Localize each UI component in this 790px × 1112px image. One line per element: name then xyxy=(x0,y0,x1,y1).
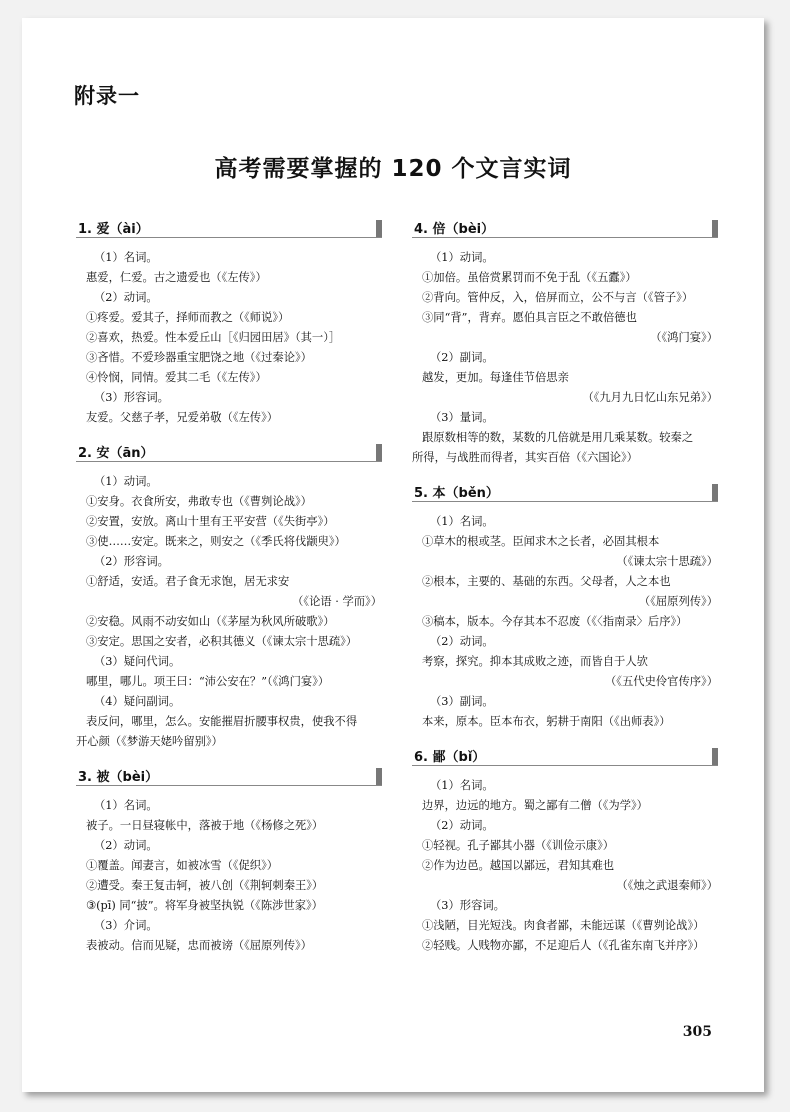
part-of-speech-label: （2）动词。 xyxy=(430,819,494,832)
page-number: 305 xyxy=(682,1024,712,1040)
part-of-speech-label: （2）动词。 xyxy=(430,635,494,648)
definition-line: ②轻贱。人贱物亦鄙，不足迎后人（《孔雀东南飞并序》） xyxy=(422,939,705,952)
definition-line: 边界，边远的地方。蜀之鄙有二僧（《为学》） xyxy=(422,799,648,812)
heading-marker xyxy=(376,768,382,785)
part-of-speech-label: （4）疑问副词。 xyxy=(94,695,181,708)
definition-line: 哪里，哪儿。项王曰：“沛公安在？”（《鸿门宴》） xyxy=(86,675,330,688)
definition-line: 越发，更加。每逢佳节倍思亲 xyxy=(422,371,569,384)
definition-line: 考察，探究。抑本其成败之迹，而皆自于人欤 xyxy=(422,655,648,668)
heading-marker xyxy=(712,220,718,237)
book-page xyxy=(22,18,764,1092)
definition-line: 友爱。父慈子孝，兄爱弟敬（《左传》） xyxy=(86,411,279,424)
definition-line: ③吝惜。不爱珍器重宝肥饶之地（《过秦论》） xyxy=(86,351,312,364)
source-citation: （《谏太宗十思疏》） xyxy=(616,555,718,568)
source-citation: （《论语 · 学而》） xyxy=(292,595,382,608)
definition-line: ①草木的根或茎。臣闻求木之长者，必固其根本 xyxy=(422,535,660,548)
definition-line: ①轻视。孔子鄙其小器（《训俭示康》） xyxy=(422,839,615,852)
heading-marker xyxy=(712,484,718,501)
definition-line: ③(pī) 同“披”。将军身被坚执锐（《陈涉世家》） xyxy=(86,899,323,912)
entry-heading xyxy=(76,218,382,238)
part-of-speech-label: （3）副词。 xyxy=(430,695,494,708)
dictionary-entry xyxy=(76,766,382,956)
source-citation: （《九月九日忆山东兄弟》） xyxy=(582,391,718,404)
dictionary-entry xyxy=(76,442,382,752)
entry-title: 5. 本（běn） xyxy=(414,486,499,501)
definition-line: ③安定。思国之安者，必积其德义（《谏太宗十思疏》） xyxy=(86,635,358,648)
entry-title: 4. 倍（bèi） xyxy=(414,222,495,237)
definition-continuation: 所得，与战胜而得者，其实百倍（《六国论》） xyxy=(412,451,638,464)
source-citation: （《烛之武退秦师》） xyxy=(616,879,718,892)
part-of-speech-label: （1）名词。 xyxy=(94,251,158,264)
part-of-speech-label: （1）动词。 xyxy=(94,475,158,488)
definition-line: ①浅陋，目光短浅。肉食者鄙，未能远谋（《曹刿论战》） xyxy=(422,919,705,932)
entry-title: 6. 鄙（bǐ） xyxy=(414,750,486,765)
definition-line: ①安身。衣食所安，弗敢专也（《曹刿论战》） xyxy=(86,495,312,508)
source-citation: （《鸿门宴》） xyxy=(650,331,718,344)
definition-line: ②喜欢，热爱。性本爱丘山［《归园田居》（其一）］ xyxy=(86,331,341,344)
definition-line: ②根本，主要的、基础的东西。父母者，人之本也 xyxy=(422,575,671,588)
definition-line: ④怜悯，同情。爱其二毛（《左传》） xyxy=(86,371,267,384)
part-of-speech-label: （1）名词。 xyxy=(94,799,158,812)
source-citation: （《屈原列传》） xyxy=(638,595,718,608)
definition-line: ③稿本，版本。今存其本不忍废（《〈指南录〉后序》） xyxy=(422,615,688,628)
heading-marker xyxy=(712,748,718,765)
dictionary-entry xyxy=(412,746,718,956)
definition-line: ①加倍。虽倍赏累罚而不免于乱（《五蠹》） xyxy=(422,271,637,284)
part-of-speech-label: （2）动词。 xyxy=(94,839,158,852)
part-of-speech-label: （3）介词。 xyxy=(94,919,158,932)
definition-line: ②作为边邑。越国以鄙远，君知其难也 xyxy=(422,859,615,872)
definition-line: ①疼爱。爱其子，择师而教之（《师说》） xyxy=(86,311,290,324)
appendix-label: 附录一 xyxy=(74,84,140,108)
page-title: 高考需要掌握的 120 个文言实词 xyxy=(214,156,572,182)
definition-line: ②安置，安放。离山十里有王平安营（《失街亭》） xyxy=(86,515,335,528)
part-of-speech-label: （3）形容词。 xyxy=(94,391,169,404)
dictionary-entry xyxy=(412,218,718,468)
dictionary-entry xyxy=(412,482,718,732)
entry-heading xyxy=(76,766,382,786)
definition-line: 表被动。信而见疑，忠而被谤（《屈原列传》） xyxy=(86,939,312,952)
definition-line: 被子。一日昼寝帐中，落被于地（《杨修之死》） xyxy=(86,819,324,832)
entry-heading xyxy=(412,746,718,766)
entry-title: 2. 安（ān） xyxy=(78,446,154,461)
definition-line: 本来，原本。臣本布衣，躬耕于南阳（《出师表》） xyxy=(422,715,671,728)
definition-line: 惠爱，仁爱。古之遗爱也（《左传》） xyxy=(86,271,267,284)
definition-line: ①覆盖。闻妻言，如被冰雪（《促织》） xyxy=(86,859,279,872)
source-citation: （《五代史伶官传序》） xyxy=(605,675,718,688)
part-of-speech-label: （3）形容词。 xyxy=(430,899,505,912)
definition-continuation: 开心颜（《梦游天姥吟留别》） xyxy=(76,735,223,748)
left-column xyxy=(76,218,382,970)
dictionary-entry xyxy=(76,218,382,428)
definition-line: ②背向。管仲反，入，倍屏而立，公不与言（《管子》） xyxy=(422,291,694,304)
definition-line: ③使……安定。既来之，则安之（《季氏将伐颛臾》） xyxy=(86,535,346,548)
part-of-speech-label: （2）动词。 xyxy=(94,291,158,304)
entry-title: 3. 被（bèi） xyxy=(78,770,159,785)
definition-line: ②遭受。秦王复击轲，被八创（《荆轲刺秦王》） xyxy=(86,879,324,892)
part-of-speech-label: （1）动词。 xyxy=(430,251,494,264)
definition-line: ②安稳。风雨不动安如山（《茅屋为秋风所破歌》） xyxy=(86,615,335,628)
entry-title: 1. 爱（ài） xyxy=(78,222,149,237)
heading-marker xyxy=(376,220,382,237)
part-of-speech-label: （1）名词。 xyxy=(430,515,494,528)
definition-line: 跟原数相等的数，某数的几倍就是用几乘某数。较秦之 xyxy=(422,431,694,444)
part-of-speech-label: （3）疑问代词。 xyxy=(94,655,181,668)
part-of-speech-label: （1）名词。 xyxy=(430,779,494,792)
part-of-speech-label: （2）形容词。 xyxy=(94,555,169,568)
part-of-speech-label: （3）量词。 xyxy=(430,411,494,424)
definition-line: 表反问，哪里，怎么。安能摧眉折腰事权贵，使我不得 xyxy=(86,715,358,728)
heading-marker xyxy=(376,444,382,461)
part-of-speech-label: （2）副词。 xyxy=(430,351,494,364)
definition-line: ①舒适，安适。君子食无求饱，居无求安 xyxy=(86,575,290,588)
entry-heading xyxy=(76,442,382,462)
entry-heading xyxy=(412,482,718,502)
right-column xyxy=(412,218,718,970)
definition-line: ③同“背”，背弃。愿伯具言臣之不敢倍德也 xyxy=(422,311,637,324)
entry-heading xyxy=(412,218,718,238)
